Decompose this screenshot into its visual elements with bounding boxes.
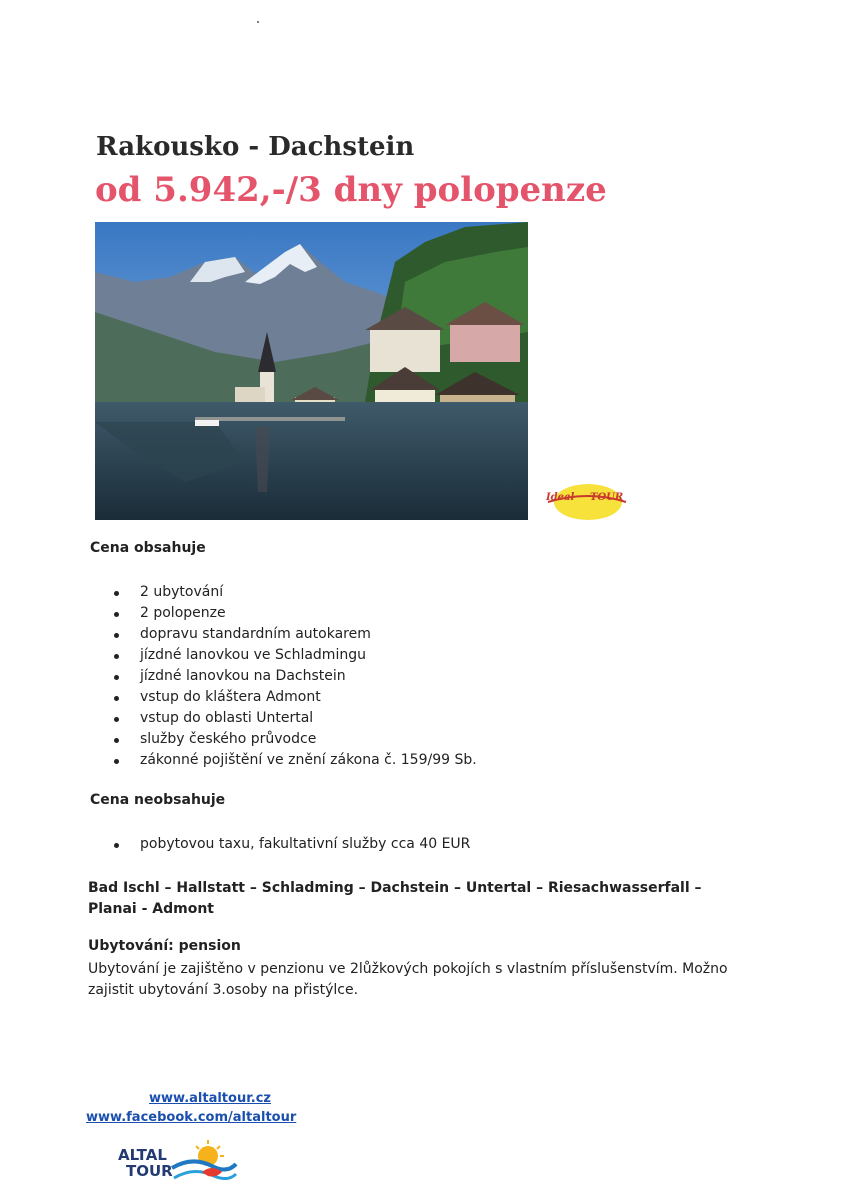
- page-title: Rakousko - Dachstein: [96, 132, 415, 162]
- includes-heading: Cena obsahuje: [90, 540, 206, 556]
- svg-text:TOUR: TOUR: [590, 492, 624, 503]
- list-item: vstup do oblasti Untertal: [108, 708, 477, 729]
- list-item: jízdné lanovkou ve Schladmingu: [108, 645, 477, 666]
- excludes-heading: Cena neobsahuje: [90, 792, 226, 808]
- scan-speck: [257, 21, 259, 23]
- website-link[interactable]: www.altaltour.cz: [149, 1091, 271, 1106]
- accommodation-text: Ubytování je zajištěno v penzionu ve 2lůžkových pokojích s vlastním příslušenstvím. Možno zajistit ubytování 3.osoby na přistýlce.: [88, 961, 728, 998]
- list-item: zákonné pojištění ve znění zákona č. 159/99 Sb.: [108, 750, 477, 771]
- list-item: pobytovou taxu, fakultativní služby cca 40 EUR: [108, 834, 470, 855]
- list-item: jízdné lanovkou na Dachstein: [108, 666, 477, 687]
- ideal-tour-logo: [542, 480, 630, 524]
- svg-text:ALTAL: ALTAL: [118, 1146, 167, 1164]
- list-item: dopravu standardním autokarem: [108, 624, 477, 645]
- includes-list: [108, 582, 477, 771]
- svg-text:TOUR: TOUR: [126, 1162, 173, 1180]
- list-item: 2 ubytování: [108, 582, 477, 603]
- altal-tour-logo: [112, 1138, 240, 1190]
- hallstatt-photo: [95, 222, 528, 520]
- list-item: 2 polopenze: [108, 603, 477, 624]
- route-text: Bad Ischl – Hallstatt – Schladming – Dachstein – Untertal – Riesachwasserfall – Planai - Admont: [88, 880, 702, 917]
- excludes-list: [108, 834, 470, 855]
- list-item: vstup do kláštera Admont: [108, 687, 477, 708]
- facebook-link[interactable]: www.facebook.com/altaltour: [86, 1110, 297, 1125]
- svg-text:Ideal: Ideal: [546, 492, 575, 503]
- price-headline: od 5.942,-/3 dny polopenze: [95, 170, 607, 210]
- accommodation-heading: Ubytování: pension: [88, 938, 241, 954]
- list-item: služby českého průvodce: [108, 729, 477, 750]
